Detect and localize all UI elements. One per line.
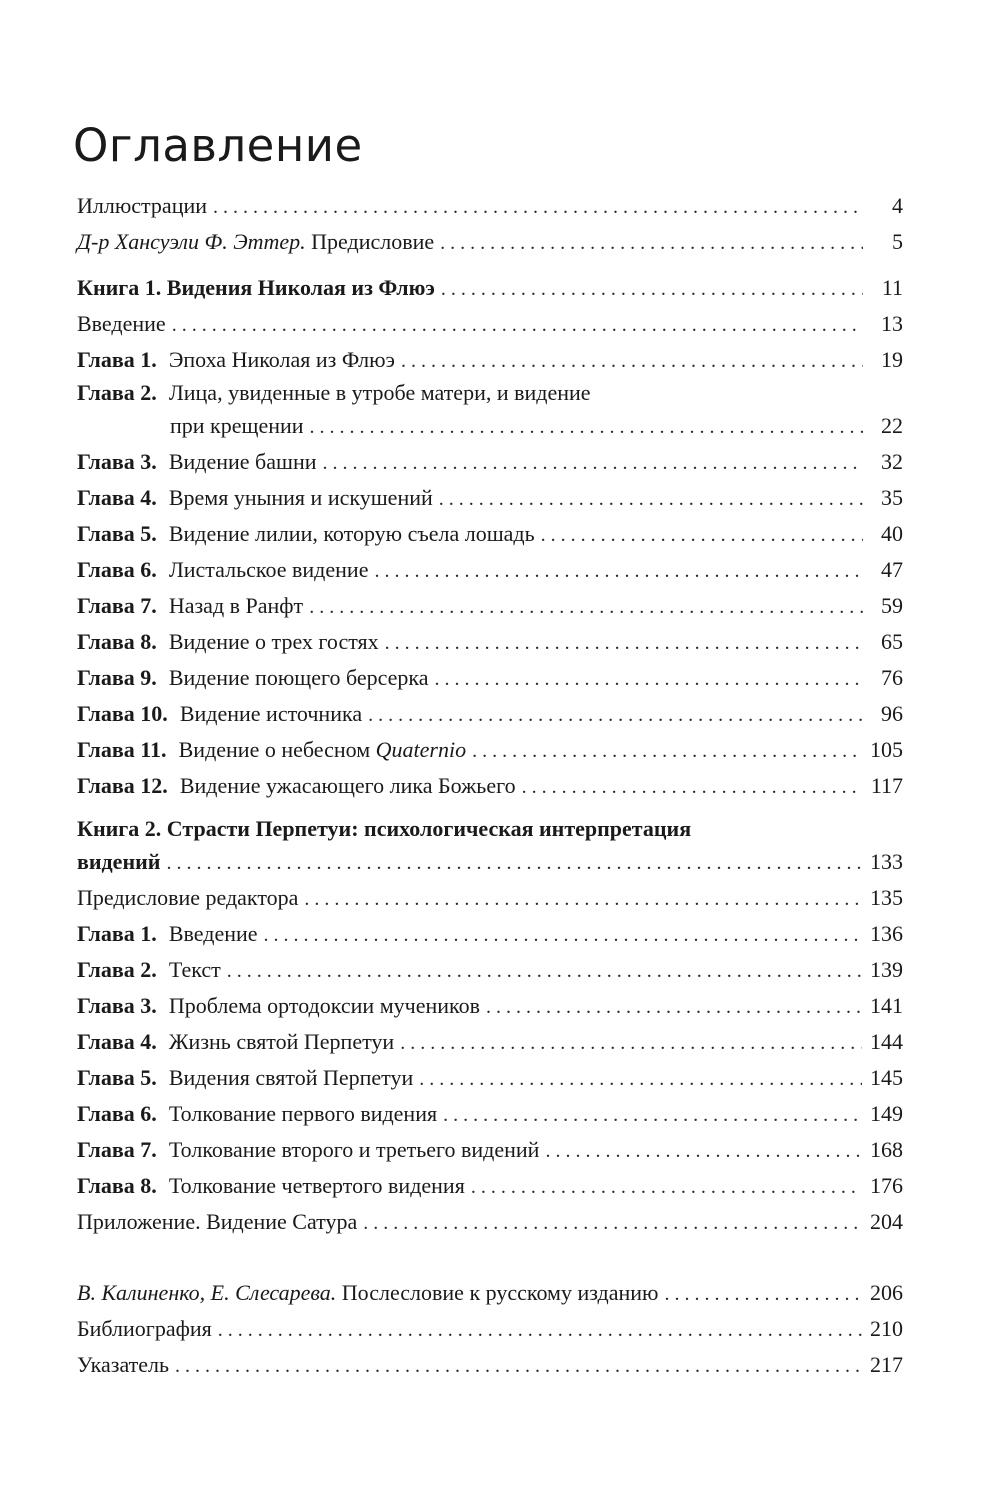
table-of-contents [77,188,903,1383]
toc-entry-illustrations [77,188,903,224]
chapter-label: Глава 2. [77,957,163,982]
chapter-label: Глава 9. [77,665,163,690]
page-number: 19 [881,347,903,372]
toc-entry-book-2 [77,814,903,880]
page-number: 141 [870,993,903,1018]
leader-dots [363,1205,862,1241]
toc-entry [77,1060,903,1096]
toc-entry [77,342,903,378]
page-title: Оглавление [73,119,363,172]
book-title-continued: видений [77,849,161,874]
page-number: 32 [881,449,903,474]
page-number: 168 [870,1137,903,1162]
toc-entry [77,588,903,624]
leader-dots [541,517,863,553]
leader-dots [486,989,862,1025]
chapter-label: Глава 4. [77,1029,163,1054]
page-number: 217 [870,1352,903,1377]
entry-title-continued: при крещении [170,413,304,438]
entry-title: Листальское видение [168,557,369,582]
toc-entry [77,378,903,444]
entry-author: Д-р Хансуэли Ф. Эттер. [77,229,306,254]
chapter-label: Глава 3. [77,993,163,1018]
entry-title: Толкование второго и третьего видений [168,1137,540,1162]
page-number: 105 [870,737,903,762]
page-number: 144 [870,1029,903,1054]
leader-dots [471,1169,862,1205]
entry-title: Видение поющего берсерка [168,665,429,690]
entry-title: Жизнь святой Перпетуи [168,1029,395,1054]
entry-title: Предисловие [311,229,435,254]
leader-dots [401,343,863,379]
entry-title: Видение лилии, которую съела лошадь [168,521,535,546]
entry-title: Иллюстрации [77,193,208,218]
page-number: 136 [870,921,903,946]
chapter-label: Глава 2. [77,380,163,405]
leader-dots [175,1348,862,1384]
chapter-label: Глава 1. [77,921,163,946]
chapter-label: Глава 10. [77,701,174,726]
entry-title: Эпоха Николая из Флюэ [168,347,395,372]
toc-entry [77,516,903,552]
entry-title: Видение источника [179,701,363,726]
chapter-label: Глава 3. [77,449,163,474]
page-number: 204 [870,1209,903,1234]
entry-title: Библиография [77,1316,212,1341]
entry-title: Видение о трех гостях [168,629,379,654]
toc-entry [77,916,903,952]
entry-title: Указатель [77,1352,170,1377]
page-number: 59 [881,593,903,618]
entry-title: Видение ужасающего лика Божьего [179,773,516,798]
toc-entry [77,952,903,988]
entry-title: Проблема ортодоксии мучеников [168,993,480,1018]
page-number: 117 [870,773,903,798]
page-number: 210 [870,1316,903,1341]
page-number: 135 [870,885,903,910]
page-number: 40 [881,521,903,546]
page-number: 22 [881,413,903,438]
leader-dots [441,271,863,307]
leader-dots [309,589,863,625]
entry-title: Введение [77,311,166,336]
toc-entry [77,1204,903,1240]
leader-dots [166,845,862,881]
toc-entry [77,480,903,516]
leader-dots [304,881,862,917]
page-number: 176 [870,1173,903,1198]
entry-title: Время уныния и искушений [168,485,433,510]
chapter-label: Глава 6. [77,1101,163,1126]
page-number: 145 [870,1065,903,1090]
toc-entry [77,880,903,916]
entry-title: Назад в Ранфт [168,593,304,618]
leader-dots [419,1061,862,1097]
leader-dots [664,1276,862,1312]
entry-title: Лица, увиденные в утробе матери, и видение [168,380,591,405]
toc-entry [77,306,903,342]
page-number: 96 [881,701,903,726]
leader-dots [545,1133,862,1169]
leader-dots [400,1025,862,1061]
page-number: 47 [881,557,903,582]
entry-title: Послесловие к русскому изданию [341,1280,659,1305]
page-number: 139 [870,957,903,982]
entry-title: Предисловие редактора [77,885,299,910]
page-number: 76 [881,665,903,690]
page-number: 65 [881,629,903,654]
entry-title-italic: Quaternio [375,737,467,762]
leader-dots [310,409,863,445]
entry-title: Видение о небесном [178,737,371,762]
page-number: 35 [881,485,903,510]
entry-title: Толкование первого видения [168,1101,438,1126]
toc-entry [77,732,903,768]
toc-entry-afterword [77,1275,903,1311]
leader-dots [440,225,863,261]
leader-dots [472,733,862,769]
toc-entry [77,696,903,732]
toc-entry [77,1096,903,1132]
toc-entry [77,552,903,588]
book-title: Книга 2. Страсти Перпетуи: психологическая интерпретация [77,816,692,841]
toc-entry-index [77,1347,903,1383]
leader-dots [218,1312,862,1348]
toc-entry-foreword [77,224,903,260]
chapter-label: Глава 4. [77,485,163,510]
leader-dots [227,953,862,989]
chapter-label: Глава 11. [77,737,173,762]
leader-dots [374,553,863,589]
chapter-label: Глава 5. [77,1065,163,1090]
chapter-label: Глава 5. [77,521,163,546]
toc-entry [77,988,903,1024]
entry-title: Видения святой Перпетуи [168,1065,414,1090]
entry-title: Толкование четвертого видения [168,1173,465,1198]
toc-entry [77,1132,903,1168]
entry-title: Видение башни [168,449,317,474]
toc-entry-book-1 [77,270,903,306]
page-number: 133 [870,849,903,874]
toc-entry [77,660,903,696]
chapter-label: Глава 7. [77,1137,163,1162]
leader-dots [439,481,863,517]
entry-title: Приложение. Видение Сатура [77,1209,358,1234]
entry-title: Введение [168,921,258,946]
toc-entry [77,1024,903,1060]
leader-dots [368,697,863,733]
leader-dots [522,769,863,805]
leader-dots [385,625,863,661]
chapter-label: Глава 1. [77,347,163,372]
leader-dots [213,189,863,225]
toc-entry [77,444,903,480]
leader-dots [172,307,863,343]
chapter-label: Глава 8. [77,629,163,654]
chapter-label: Глава 7. [77,593,163,618]
page-number: 11 [881,275,903,300]
leader-dots [323,445,863,481]
page-number: 149 [870,1101,903,1126]
page-number: 5 [892,229,903,254]
entry-title: Текст [168,957,221,982]
leader-dots [443,1097,862,1133]
chapter-label: Глава 12. [77,773,174,798]
toc-entry [77,1168,903,1204]
toc-entry-bibliography [77,1311,903,1347]
toc-entry [77,768,903,804]
book-title: Книга 1. Видения Николая из Флюэ [77,275,435,300]
leader-dots [435,661,863,697]
entry-author: В. Калиненко, Е. Слесарева. [77,1280,337,1305]
leader-dots [264,917,862,953]
chapter-label: Глава 8. [77,1173,163,1198]
toc-entry [77,624,903,660]
page-number: 13 [881,311,903,336]
page-number: 206 [870,1280,903,1305]
chapter-label: Глава 6. [77,557,163,582]
page-number: 4 [892,193,903,218]
